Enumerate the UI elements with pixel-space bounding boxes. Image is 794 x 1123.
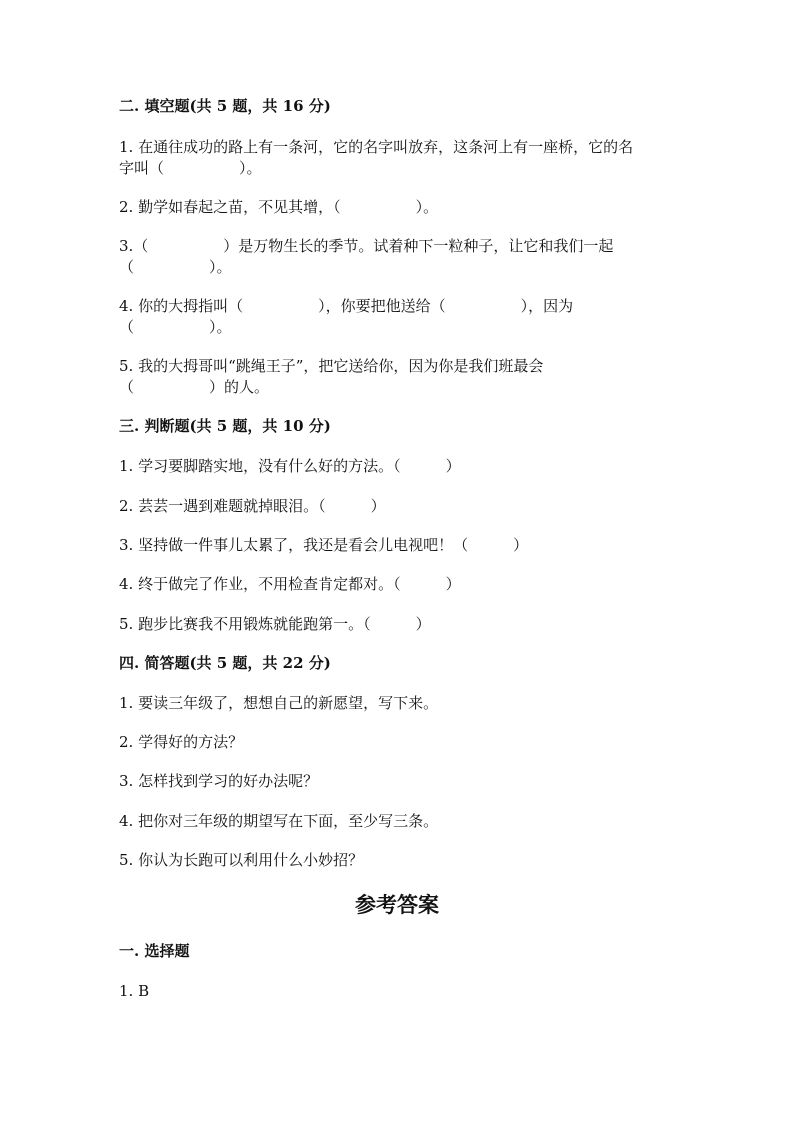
fill-q3-line1: 3.（ ）是万物生长的季节。试着种下一粒种子，让它和我们一起 <box>119 237 614 255</box>
answers-section-1-heading: 一. 选择题 <box>119 942 190 960</box>
fill-q5-line2: （ ）的人。 <box>119 378 270 396</box>
fill-q4-line1: 4. 你的大拇指叫（ ），你要把他送给（ ），因为 <box>119 297 574 315</box>
judge-q2: 2. 芸芸一遇到难题就掉眼泪。（ ） <box>119 497 386 515</box>
fill-q5-line1: 5. 我的大拇哥叫“跳绳王子”，把它送给你，因为你是我们班最会 <box>119 357 544 375</box>
short-q1: 1. 要读三年级了，想想自己的新愿望，写下来。 <box>119 694 439 712</box>
judge-q4: 4. 终于做完了作业，不用检查肯定都对。（ ） <box>119 575 461 593</box>
judge-q3: 3. 坚持做一件事儿太累了，我还是看会儿电视吧！（ ） <box>119 536 529 554</box>
fill-q2: 2. 勤学如春起之苗，不见其增，（ ）。 <box>119 198 439 216</box>
fill-q3-line2: （ ）。 <box>119 258 232 276</box>
judge-q5: 5. 跑步比赛我不用锻炼就能跑第一。（ ） <box>119 615 431 633</box>
short-q5: 5. 你认为长跑可以利用什么小妙招？ <box>119 851 364 869</box>
judge-q1: 1. 学习要脚踏实地，没有什么好的方法。（ ） <box>119 457 461 475</box>
fill-q1-line1: 1. 在通往成功的路上有一条河，它的名字叫放弃，这条河上有一座桥，它的名 <box>119 138 634 156</box>
short-q3: 3. 怎样找到学习的好办法呢？ <box>119 772 319 790</box>
answers-title: 参考答案 <box>355 892 439 917</box>
section-2-heading: 二. 填空题(共 5 题，共 16 分) <box>119 97 331 115</box>
fill-q1-line2: 字叫（ ）。 <box>119 159 262 177</box>
section-3-heading: 三. 判断题(共 5 题，共 10 分) <box>119 417 331 435</box>
short-q2: 2. 学得好的方法？ <box>119 733 244 751</box>
answer-1: 1. B <box>119 982 150 1000</box>
section-4-heading: 四. 简答题(共 5 题，共 22 分) <box>119 654 331 672</box>
short-q4: 4. 把你对三年级的期望写在下面，至少写三条。 <box>119 812 439 830</box>
fill-q4-line2: （ ）。 <box>119 318 232 336</box>
